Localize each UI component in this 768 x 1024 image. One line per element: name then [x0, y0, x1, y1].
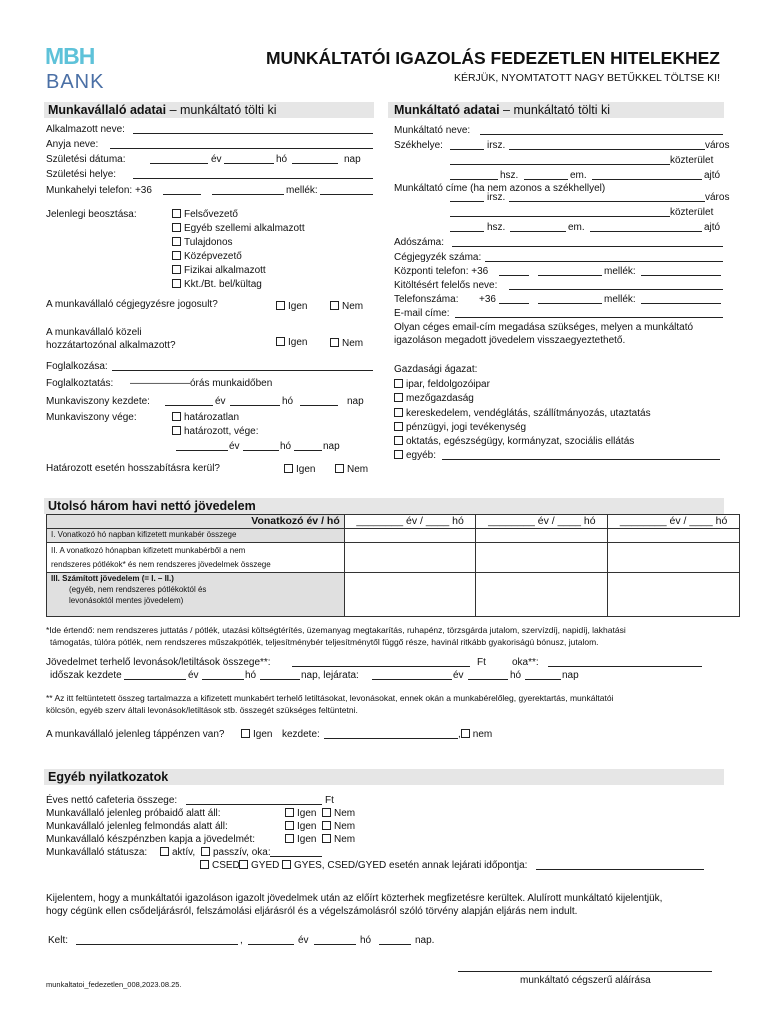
position-option[interactable]: Egyéb szellemi alkalmazott — [172, 222, 305, 236]
date-year-unit: év — [298, 935, 309, 946]
period-column-label: Vonatkozó év / hó — [47, 515, 345, 529]
sector-option[interactable]: oktatás, egészségügy, kormányzat, szociális ellátás — [394, 435, 651, 449]
tax-field[interactable] — [452, 246, 723, 247]
end-month-field[interactable] — [243, 450, 279, 451]
sick-leave-yes[interactable]: Igen — [241, 729, 272, 741]
related-no[interactable]: Nem — [330, 338, 363, 350]
birth-month-field[interactable] — [224, 163, 274, 164]
table-cell[interactable] — [608, 543, 740, 573]
row-label-line: II. A vonatkozó hónapban kifizetett munkabérből a nem — [51, 546, 246, 555]
probation-no[interactable]: Nem — [322, 808, 355, 820]
reg-label: Cégjegyzék száma: — [394, 252, 482, 263]
birth-date-label: Születési dátuma: — [46, 154, 126, 165]
period-start-label: időszak kezdete — [50, 670, 122, 681]
hq-number-label: hsz. — [500, 170, 519, 181]
start-label: Munkaviszony kezdete: — [46, 396, 150, 407]
cafeteria-label: Éves nettó cafeteria összege: — [46, 795, 178, 806]
employment-hours-blank[interactable]: —————— — [130, 378, 190, 389]
period-column-3[interactable]: ________ év / ____ hó — [608, 515, 740, 529]
period-end-year-unit: év — [453, 670, 464, 681]
employer-name-label: Munkáltató neve: — [394, 125, 471, 136]
deduction-reason-field[interactable] — [548, 666, 702, 667]
addr-zip-field[interactable] — [450, 201, 484, 202]
sector-options — [394, 378, 651, 464]
deduction-label: Jövedelmet terhelő levonások/letiltások összege**: — [46, 657, 271, 668]
work-phone-label: Munkahelyi telefon: +36 — [46, 185, 152, 196]
period-end-month-field[interactable] — [468, 679, 508, 680]
period-start-month-field[interactable] — [202, 679, 244, 680]
sick-leave-start-field[interactable] — [324, 738, 458, 739]
period-end-day-unit: nap — [562, 670, 579, 681]
cash-label: Munkavállaló készpénzben kapja a jövedelmét: — [46, 834, 256, 845]
checkbox[interactable] — [394, 379, 403, 388]
logo-mark-icon — [45, 44, 113, 92]
position-option[interactable]: Középvezető — [172, 250, 305, 264]
checkbox[interactable] — [172, 237, 181, 246]
table-cell[interactable] — [476, 573, 608, 617]
table-row — [47, 573, 740, 617]
central-phone-ext-field[interactable] — [641, 275, 721, 276]
checkbox[interactable] — [285, 821, 294, 830]
date-month-unit: hó — [360, 935, 372, 946]
central-phone-area-field[interactable] — [499, 275, 529, 276]
hq-city-label: város — [705, 140, 730, 151]
checkbox[interactable] — [172, 265, 181, 274]
period-start-day-unit: nap, lejárata: — [301, 670, 359, 681]
email-note-line2: igazoláson megadott jövedelem visszaegyeztethető. — [394, 335, 626, 346]
work-phone-ext-field[interactable] — [320, 194, 373, 195]
table-cell[interactable] — [344, 543, 476, 573]
employee-section-header: Munkavállaló adatai – munkáltató tölti ki — [44, 102, 374, 118]
phone-label: Telefonszáma: — [394, 294, 459, 305]
checkbox[interactable] — [172, 251, 181, 260]
related-question-line2: hozzátartozónal alkalmazott? — [46, 340, 176, 351]
phone-number-field[interactable] — [538, 303, 602, 304]
status-gyes[interactable]: GYES, CSED/GYED esetén annak lejárati időpontja: — [282, 860, 527, 872]
leave-expiry-field[interactable] — [536, 869, 704, 870]
birth-year-field[interactable] — [150, 163, 208, 164]
svg-text:MBH: MBH — [45, 44, 95, 69]
sector-option[interactable]: ipar, feldolgozóipar — [394, 378, 651, 392]
checkbox[interactable] — [394, 422, 403, 431]
responsible-label: Kitöltésért felelős neve: — [394, 280, 498, 291]
deduction-ft-unit: Ft — [477, 657, 486, 668]
central-phone-label: Központi telefon: +36 — [394, 266, 489, 277]
period-column-2[interactable]: ________ év / ____ hó — [476, 515, 608, 529]
checkbox[interactable] — [276, 301, 285, 310]
notice-no[interactable]: Nem — [322, 821, 355, 833]
address-label: Munkáltató címe (ha nem azonos a székhellyel) — [394, 183, 606, 194]
extend-no[interactable]: Nem — [335, 464, 368, 476]
start-day-field[interactable] — [300, 405, 338, 406]
end-day-field[interactable] — [294, 450, 322, 451]
addr-door-label: ajtó — [704, 222, 721, 233]
row-label: I. Vonatkozó hó napban kifizetett munkabér összege — [47, 529, 345, 543]
checkbox[interactable] — [241, 729, 250, 738]
responsible-field[interactable] — [509, 289, 723, 290]
birth-day-field[interactable] — [292, 163, 338, 164]
table-cell[interactable] — [476, 529, 608, 543]
cash-yes[interactable]: Igen — [285, 834, 316, 846]
date-month-field[interactable] — [314, 944, 356, 945]
period-end-month-unit: hó — [510, 670, 522, 681]
signatory-question: A munkavállaló cégjegyzésre jogosult? — [46, 299, 218, 310]
birth-year-unit: év — [211, 154, 222, 165]
checkbox[interactable] — [394, 450, 403, 459]
start-month-unit: hó — [282, 396, 294, 407]
birth-month-unit: hó — [276, 154, 288, 165]
birth-place-label: Születési helye: — [46, 169, 117, 180]
row-label — [47, 573, 345, 617]
checkbox[interactable] — [330, 338, 339, 347]
checkbox[interactable] — [282, 860, 291, 869]
tax-label: Adószáma: — [394, 237, 445, 248]
related-question-line1: A munkavállaló közeli — [46, 327, 142, 338]
mbh-bank-logo — [45, 44, 113, 95]
row-label-line: levonásoktól mentes jövedelem) — [69, 596, 184, 605]
deduction-amount-field[interactable] — [292, 666, 470, 667]
work-phone-number-field[interactable] — [212, 194, 284, 195]
declaration-line1: Kijelentem, hogy a munkáltatói igazoláson igazolt jövedelmek után az előírt közterhek megfizetésre kerültek. Alulírott munkáltató kijelentjük, — [46, 893, 663, 904]
hq-label: Székhelye: — [394, 140, 443, 151]
email-field[interactable] — [455, 317, 723, 318]
birth-place-field[interactable] — [133, 178, 373, 179]
page-title: MUNKÁLTATÓI IGAZOLÁS FEDEZETLEN HITELEKHEZ — [265, 48, 720, 68]
table-cell[interactable] — [344, 529, 476, 543]
checkbox[interactable] — [285, 808, 294, 817]
table-row — [47, 543, 740, 573]
income-header-row — [47, 515, 740, 529]
addr-street-label: közterület — [670, 207, 714, 218]
reg-field[interactable] — [485, 261, 723, 262]
hq-floor-field[interactable] — [524, 179, 568, 180]
table-row — [47, 529, 740, 543]
end-year-field[interactable] — [176, 450, 228, 451]
signature-label: munkáltató cégszerű aláírása — [520, 975, 651, 986]
notice-yes[interactable]: Igen — [285, 821, 316, 833]
notice-label: Munkavállaló jelenleg felmondás alatt áll: — [46, 821, 228, 832]
checkbox[interactable] — [322, 821, 331, 830]
position-option[interactable]: Kkt./Bt. bel/kültag — [172, 278, 305, 292]
addr-floor-field[interactable] — [510, 231, 566, 232]
sector-option[interactable]: kereskedelem, vendéglátás, szállítmányozás, utaztatás — [394, 407, 651, 421]
checkbox[interactable] — [330, 301, 339, 310]
checkbox[interactable] — [172, 209, 181, 218]
sector-option[interactable]: egyéb: — [394, 449, 651, 463]
position-option[interactable]: Tulajdonos — [172, 236, 305, 250]
checkbox[interactable] — [172, 412, 181, 421]
row-label-line: rendszeres pótlékok* és nem rendszeres jövedelmek összege — [51, 560, 271, 569]
status-csed[interactable]: CSED — [200, 860, 240, 872]
status-passive[interactable]: passzív, oka: — [201, 847, 271, 859]
central-phone-ext-label: mellék: — [604, 266, 636, 277]
footer-code: munkaltatoi_fedezetlen_008,2023.08.25. — [46, 980, 182, 989]
hq-city-field[interactable] — [509, 149, 705, 150]
addr-number-label: hsz. — [487, 222, 506, 233]
checkbox[interactable] — [394, 408, 403, 417]
phone-prefix: +36 — [479, 294, 496, 305]
central-phone-number-field[interactable] — [538, 275, 602, 276]
checkbox[interactable] — [239, 860, 248, 869]
status-label: Munkavállaló státusza: — [46, 847, 148, 858]
phone-ext-field[interactable] — [641, 303, 721, 304]
hq-floor-label: em. — [570, 170, 587, 181]
footnote-2-line1: ** Az itt feltüntetett összeg tartalmazza a kifizetett munkabért terhelő letiltásokat, levonásokat, ennek okán a munkabérelőleg, gyerektartás, munkáltatói — [46, 693, 614, 703]
row-label-line: (egyéb, nem rendszeres pótlékoktól és — [69, 585, 207, 594]
extend-yes[interactable]: Igen — [284, 464, 315, 476]
date-year-field[interactable] — [248, 944, 294, 945]
cafeteria-field[interactable] — [186, 804, 322, 805]
start-day-unit: nap — [347, 396, 364, 407]
employment-hours-label: órás munkaidőben — [190, 378, 273, 389]
checkbox[interactable] — [322, 808, 331, 817]
sick-leave-no[interactable]: , nem — [458, 729, 493, 740]
row-label-line: III. Számított jövedelem (= I. – II.) — [51, 574, 174, 583]
start-month-field[interactable] — [230, 405, 280, 406]
position-options — [172, 208, 305, 292]
footnote-1-line1: *Ide értendő: nem rendszeres juttatás / pótlék, utazási költségtérítés, üzemanyag megtakarítás, ruhapénz, törzsgárda jutalom, szervízdíj, napidíj, lakhatási — [46, 625, 626, 635]
sector-label: Gazdasági ágazat: — [394, 364, 478, 375]
date-place-field[interactable] — [76, 944, 238, 945]
addr-zip-label: irsz. — [487, 192, 506, 203]
checkbox[interactable] — [201, 847, 210, 856]
employer-section-header: Munkáltató adatai – munkáltató tölti ki — [388, 102, 724, 118]
start-year-unit: év — [215, 396, 226, 407]
deduction-reason-label: oka**: — [512, 657, 539, 668]
date-day-field[interactable] — [379, 944, 411, 945]
checkbox[interactable] — [285, 834, 294, 843]
addr-number-field[interactable] — [450, 231, 484, 232]
checkbox[interactable] — [200, 860, 209, 869]
hq-number-field[interactable] — [450, 179, 498, 180]
income-table — [46, 514, 740, 617]
checkbox[interactable] — [172, 223, 181, 232]
svg-text:BANK: BANK — [46, 71, 105, 92]
income-section-header: Utolsó három havi nettó jövedelem — [44, 498, 724, 514]
probation-label: Munkavállaló jelenleg próbaidő alatt áll: — [46, 808, 221, 819]
email-note-line1: Olyan céges email-cím megadása szükséges, melyen a munkáltató — [394, 322, 694, 333]
birth-day-unit: nap — [344, 154, 361, 165]
footnote-2-line2: kölcsön, egyéb szerv általi levonások/letiltások stb. összegét szükséges feltüntetni. — [46, 705, 358, 715]
cash-no[interactable]: Nem — [322, 834, 355, 846]
status-gyed[interactable]: GYED — [239, 860, 279, 872]
phone-ext-label: mellék: — [604, 294, 636, 305]
work-phone-ext-label: mellék: — [286, 185, 318, 196]
email-label: E-mail címe: — [394, 308, 450, 319]
addr-street-field[interactable] — [450, 216, 670, 217]
employee-name-label: Alkalmazott neve: — [46, 124, 125, 135]
position-label: Jelenlegi beosztása: — [46, 209, 137, 220]
checkbox[interactable] — [394, 393, 403, 402]
sector-option[interactable]: mezőgazdaság — [394, 392, 651, 406]
end-month-unit: hó — [280, 441, 292, 452]
job-label: Foglalkozása: — [46, 361, 108, 372]
declaration-line2: hogy cégünk ellen csődeljárásról, felszámolási eljárásról és a végelszámolásról szóló törvény alapján eljárás nem indult. — [46, 906, 578, 917]
sector-option[interactable]: pénzügyi, jogi tevékenység — [394, 421, 651, 435]
table-cell[interactable] — [476, 543, 608, 573]
hq-zip-label: irsz. — [487, 140, 506, 151]
phone-area-field[interactable] — [499, 303, 529, 304]
addr-door-field[interactable] — [590, 231, 702, 232]
checkbox[interactable] — [461, 729, 470, 738]
employee-name-field[interactable] — [133, 133, 373, 134]
date-comma: , — [240, 935, 243, 946]
period-end-year-field[interactable] — [372, 679, 452, 680]
work-phone-area-field[interactable] — [163, 194, 201, 195]
sick-leave-question: A munkavállaló jelenleg táppénzen van? — [46, 729, 225, 740]
period-start-year-field[interactable] — [124, 679, 186, 680]
hq-zip-field[interactable] — [450, 149, 484, 150]
mother-name-field[interactable] — [110, 148, 373, 149]
sick-leave-start-label: kezdete: — [282, 729, 320, 740]
addr-city-field[interactable] — [509, 201, 705, 202]
footnote-1-line2: támogatás, túlóra pótlék, nem rendszeres műszakpótlék, teljesítménybér teljesítménytől függő része, havinál ritkább gyakoriságú bónusz, jutalom. — [50, 637, 599, 647]
page-subtitle: KÉRJÜK, NYOMTATOTT NAGY BETŰKKEL TÖLTSE KI! — [453, 72, 720, 84]
employment-label: Foglalkoztatás: — [46, 378, 114, 389]
addr-city-label: város — [705, 192, 730, 203]
hq-street-label: közterület — [670, 155, 714, 166]
hq-door-field[interactable] — [592, 179, 702, 180]
hq-door-label: ajtó — [704, 170, 721, 181]
related-yes[interactable]: Igen — [276, 337, 307, 349]
end-day-unit: nap — [323, 441, 340, 452]
extend-question: Határozott esetén hosszabításra kerül? — [46, 463, 220, 474]
checkbox[interactable] — [394, 436, 403, 445]
sector-other-field[interactable] — [442, 459, 720, 460]
passive-reason-field[interactable] — [270, 856, 322, 857]
probation-yes[interactable]: Igen — [285, 808, 316, 820]
table-cell[interactable] — [608, 573, 740, 617]
addr-floor-label: em. — [568, 222, 585, 233]
checkbox[interactable] — [322, 834, 331, 843]
mother-name-label: Anyja neve: — [46, 139, 99, 150]
row-label — [47, 543, 345, 573]
checkbox[interactable] — [172, 426, 181, 435]
period-column-1[interactable]: ________ év / ____ hó — [344, 515, 476, 529]
hq-street-field[interactable] — [450, 164, 670, 165]
checkbox[interactable] — [335, 464, 344, 473]
employer-name-field[interactable] — [480, 134, 723, 135]
checkbox[interactable] — [172, 279, 181, 288]
date-label: Kelt: — [48, 935, 69, 946]
signatory-yes[interactable]: Igen — [276, 301, 307, 313]
end-year-unit: év — [229, 441, 240, 452]
position-option[interactable]: Felsővezető — [172, 208, 305, 222]
signature-line[interactable] — [458, 971, 712, 972]
checkbox[interactable] — [284, 464, 293, 473]
start-year-field[interactable] — [165, 405, 213, 406]
end-fixed-option[interactable]: határozott, vége: — [172, 426, 259, 438]
status-active[interactable]: aktív, — [160, 847, 195, 859]
period-start-month-unit: hó — [245, 670, 257, 681]
job-field[interactable] — [112, 370, 373, 371]
end-indefinite-option[interactable]: határozatlan — [172, 412, 239, 424]
date-day-unit: nap. — [415, 935, 435, 946]
table-cell[interactable] — [608, 529, 740, 543]
end-label: Munkaviszony vége: — [46, 412, 137, 423]
period-start-day-field[interactable] — [260, 679, 300, 680]
other-section-header: Egyéb nyilatkozatok — [44, 769, 724, 785]
period-start-year-unit: év — [188, 670, 199, 681]
checkbox[interactable] — [276, 337, 285, 346]
cafeteria-ft-unit: Ft — [325, 795, 334, 806]
period-end-day-field[interactable] — [525, 679, 561, 680]
checkbox[interactable] — [160, 847, 169, 856]
signatory-no[interactable]: Nem — [330, 301, 363, 313]
table-cell[interactable] — [344, 573, 476, 617]
position-option[interactable]: Fizikai alkalmazott — [172, 264, 305, 278]
